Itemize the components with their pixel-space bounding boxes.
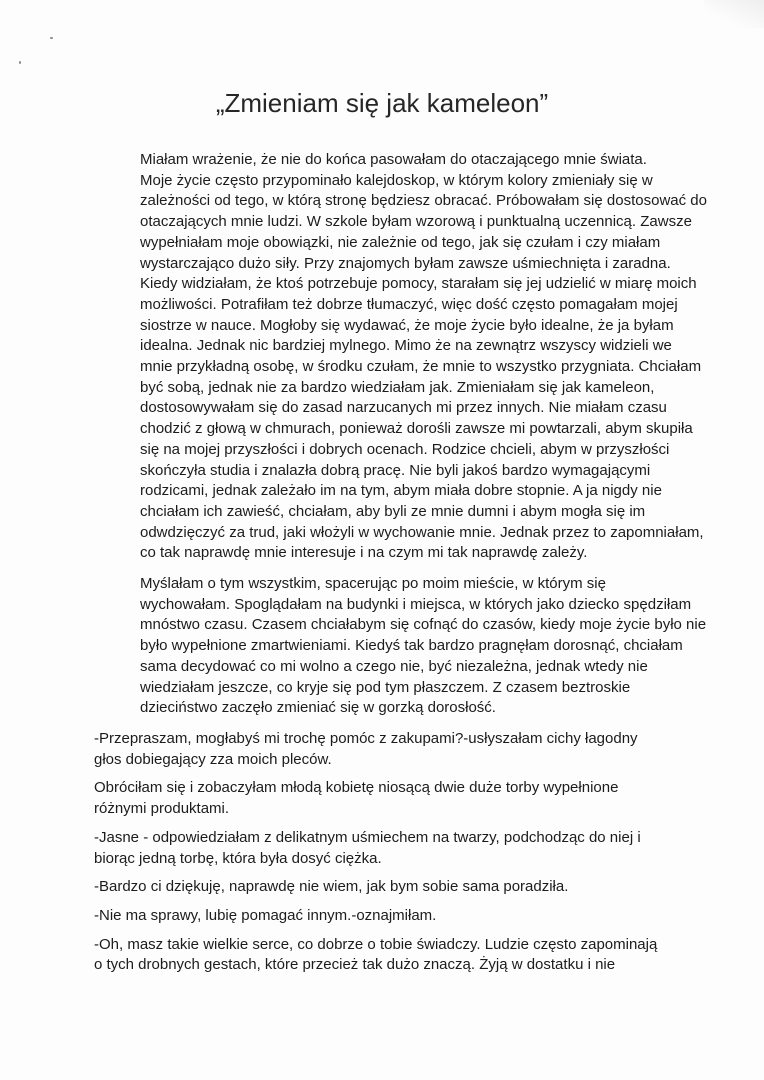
text-line: chciałam ich zawieść, chciałam, aby byli ze mnie dumni i abym mogła się im bbox=[140, 502, 646, 520]
text-line: Miałam wrażenie, że nie do końca pasowałam do otaczającego mnie świata. bbox=[140, 151, 647, 168]
paragraph bbox=[94, 935, 684, 976]
text-line: wychowałam. Spoglądałam na budynki i miejsca, w których jako dziecko spędziłam bbox=[140, 595, 692, 613]
text-line: zależności od tego, w którą stronę będziesz obracać. Próbowałam się dostosować do bbox=[140, 192, 707, 210]
text-line: -Nie ma sprawy, lubię pomagać innym.-oznajmiłam. bbox=[94, 906, 437, 924]
text-line: co tak naprawdę mnie interesuje i na czym mi tak naprawdę zależy. bbox=[140, 544, 588, 562]
paragraph bbox=[94, 778, 684, 819]
text-line: -Jasne - odpowiedziałam z delikatnym uśmiechem na twarzy, podchodząc do niej i bbox=[94, 828, 641, 846]
text-line: sama decydować co mi wolno a czego nie, być niezależna, jednak wtedy nie bbox=[140, 657, 648, 675]
scan-speck bbox=[19, 61, 21, 64]
document-title: „Zmieniam się jak kameleon” bbox=[215, 88, 549, 118]
text-line: -Oh, masz takie wielkie serce, co dobrze o tobie świadczy. Ludzie często zapominają bbox=[94, 935, 658, 953]
text-line: Obróciłam się i zobaczyłam młodą kobietę niosącą dwie duże torby wypełnione bbox=[94, 779, 619, 797]
text-line: -Bardzo ci dziękuję, naprawdę nie wiem, jak bym sobie sama poradziła. bbox=[94, 878, 569, 896]
text-line: idealna. Jednak nic bardziej mylnego. Mimo że na zewnątrz wszyscy widzieli we bbox=[140, 337, 672, 355]
paragraph bbox=[94, 828, 684, 869]
text-line: otaczających mnie ludzi. W szkole byłam wzorową i punktualną uczennicą. Zawsze bbox=[140, 213, 692, 231]
text-line: było wypełnione zmartwieniami. Kiedyś tak bardzo pragnęłam dorosnąć, chciałam bbox=[140, 637, 683, 655]
text-line: dzieciństwo zaczęło zmieniać się w gorzką dorosłość. bbox=[140, 699, 496, 717]
text-line: Myślałam o tym wszystkim, spacerując po moim mieście, w którym się bbox=[140, 575, 606, 593]
text-line: dostosowywałam się do zasad narzucanych mi przez innych. Nie miałam czasu bbox=[140, 399, 667, 417]
text-line: mnóstwo czasu. Czasem chciałabym się cofnąć do czasów, kiedy moje życie było nie bbox=[140, 616, 707, 634]
text-line: się na mojej przyszłości i dobrych ocenach. Rodzice chcieli, abym w przyszłości bbox=[140, 440, 670, 458]
text-line: skończyła studia i znalazła dobrą pracę. Nie byli jakoś bardzo wymagającymi bbox=[140, 461, 651, 479]
paragraph bbox=[94, 574, 707, 719]
text-line: różnymi produktami. bbox=[94, 800, 230, 818]
text-line: głos dobiegający zza moich pleców. bbox=[94, 750, 332, 768]
text-line: Moje życie często przypominało kalejdoskop, w którym kolory zmieniały się w bbox=[140, 171, 653, 189]
text-line: -Przepraszam, mogłabyś mi trochę pomóc z zakupami?-usłyszałam cichy łagodny bbox=[94, 729, 638, 747]
document-body bbox=[94, 150, 707, 984]
paragraph bbox=[94, 150, 707, 564]
paragraph bbox=[94, 729, 684, 770]
text-line: o tych drobnych gestach, które przecież tak dużo znaczą. Żyją w dostatku i nie bbox=[94, 956, 616, 974]
text-line: wiedziałam jeszcze, co kryje się pod tym płaszczem. Z czasem beztroskie bbox=[140, 678, 631, 696]
text-line: odwdzięczyć za trud, jaki włożyli w wychowanie mnie. Jednak przez to zapomniałam, bbox=[140, 523, 704, 541]
text-line: mnie przykładną osobę, w środku czułam, że mnie to wszystko przygniata. Chciałam bbox=[140, 358, 702, 376]
scan-corner-shade bbox=[704, 0, 764, 28]
text-line: wypełniałam moje obowiązki, nie zależnie od tego, jak się czułam i czy miałam bbox=[140, 233, 661, 251]
text-line: możliwości. Potrafiłam też dobrze tłumaczyć, więc dość często pomagałam mojej bbox=[140, 295, 678, 313]
text-line: rodzicami, jednak zależało im na tym, abym miała dobre stopnie. A ja nigdy nie bbox=[140, 482, 662, 500]
text-line: Kiedy widziałam, że ktoś potrzebuje pomocy, starałam się jej udzielić w miarę moich bbox=[140, 275, 697, 293]
text-line: biorąc jedną torbę, która była dosyć ciężka. bbox=[94, 849, 382, 867]
text-line: wystarczająco dużo siły. Przy znajomych byłam zawsze uśmiechnięta i zaradna. bbox=[140, 254, 671, 272]
text-line: chodzić z głową w chmurach, ponieważ dorośli zawsze mi powtarzali, abym skupiła bbox=[140, 420, 693, 438]
scan-speck bbox=[50, 37, 53, 39]
paragraph bbox=[94, 906, 684, 927]
paragraph bbox=[94, 877, 684, 898]
text-line: siostrze w nauce. Mogłoby się wydawać, że moje życie było idealne, że ja byłam bbox=[140, 316, 674, 334]
text-line: być sobą, jednak nie za bardzo wiedziałam jak. Zmieniałam się jak kameleon, bbox=[140, 378, 655, 396]
